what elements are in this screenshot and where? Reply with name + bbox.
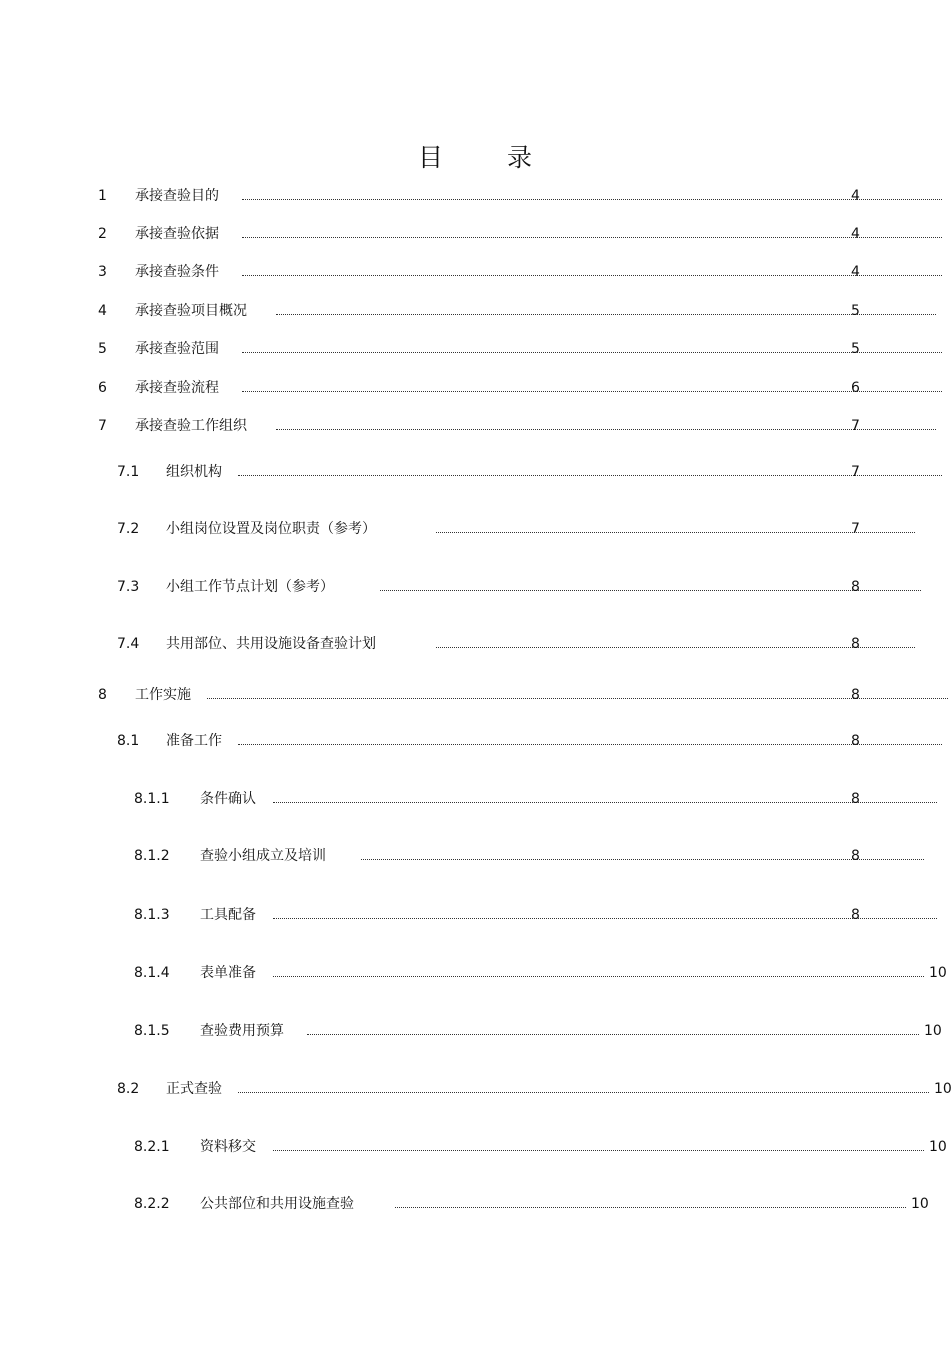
toc-leader-dots bbox=[207, 696, 948, 699]
toc-leader-dots bbox=[273, 1148, 924, 1151]
toc-entry-text: 公共部位和共用设施查验 bbox=[200, 1196, 354, 1212]
toc-entry-number: 7.3 bbox=[117, 579, 140, 595]
toc-entry-text: 共用部位、共用设施设备查验计划 bbox=[166, 636, 376, 652]
toc-leader-dots bbox=[242, 197, 942, 200]
toc-entry-number: 8.1.1 bbox=[134, 791, 170, 807]
toc-entry-text: 资料移交 bbox=[200, 1139, 256, 1155]
toc-entry-page: 6 bbox=[851, 380, 860, 396]
toc-entry-page: 8 bbox=[851, 791, 860, 807]
toc-entry[interactable] bbox=[0, 905, 950, 925]
toc-leader-dots bbox=[273, 974, 924, 977]
toc-entry-page: 7 bbox=[851, 521, 860, 537]
toc-entry-page: 8 bbox=[851, 579, 860, 595]
toc-entry-number: 8.2 bbox=[117, 1081, 140, 1097]
toc-entry-page: 5 bbox=[851, 303, 860, 319]
toc-entry-text: 小组工作节点计划（参考） bbox=[166, 579, 334, 595]
toc-entry-number: 8 bbox=[98, 687, 107, 703]
toc-entry-page: 5 bbox=[851, 341, 860, 357]
toc-entry-page: 10 bbox=[934, 1081, 952, 1097]
toc-entry-text: 准备工作 bbox=[166, 733, 222, 749]
toc-entry-page: 8 bbox=[851, 636, 860, 652]
toc-entry[interactable] bbox=[0, 577, 950, 597]
toc-entry[interactable] bbox=[0, 963, 950, 983]
toc-entry-page: 10 bbox=[929, 965, 947, 981]
toc-entry-text: 正式查验 bbox=[166, 1081, 222, 1097]
toc-entry-text: 条件确认 bbox=[200, 791, 256, 807]
toc-leader-dots bbox=[238, 1090, 929, 1093]
toc-entry-number: 6 bbox=[98, 380, 107, 396]
toc-entry-number: 8.1.4 bbox=[134, 965, 170, 981]
toc-entry-text: 承接查验流程 bbox=[135, 380, 219, 396]
toc-leader-dots bbox=[395, 1205, 906, 1208]
toc-entry[interactable] bbox=[0, 634, 950, 654]
toc-entry-number: 7.1 bbox=[117, 464, 140, 480]
toc-entry-text: 查验小组成立及培训 bbox=[200, 848, 326, 864]
toc-entry-number: 8.2.2 bbox=[134, 1196, 170, 1212]
toc-entry[interactable] bbox=[0, 519, 950, 539]
toc-entry[interactable] bbox=[0, 224, 950, 244]
toc-entry[interactable] bbox=[0, 339, 950, 359]
toc-entry[interactable] bbox=[0, 378, 950, 398]
toc-entry-page: 8 bbox=[851, 907, 860, 923]
toc-leader-dots bbox=[380, 588, 921, 591]
toc-entry[interactable] bbox=[0, 1021, 950, 1041]
toc-entry-number: 5 bbox=[98, 341, 107, 357]
toc-entry-number: 7.4 bbox=[117, 636, 140, 652]
toc-entry-number: 3 bbox=[98, 264, 107, 280]
toc-entry-text: 工作实施 bbox=[135, 687, 191, 703]
toc-entry[interactable] bbox=[0, 846, 950, 866]
toc-entry-page: 8 bbox=[851, 848, 860, 864]
toc-entry[interactable] bbox=[0, 462, 950, 482]
toc-entry-number: 1 bbox=[98, 188, 107, 204]
toc-entry-text: 承接查验工作组织 bbox=[135, 418, 247, 434]
toc-entry-page: 8 bbox=[851, 733, 860, 749]
toc-entry-text: 承接查验目的 bbox=[135, 188, 219, 204]
toc-entry[interactable] bbox=[0, 1079, 950, 1099]
toc-leader-dots bbox=[436, 530, 915, 533]
toc-entry-number: 7 bbox=[98, 418, 107, 434]
toc-entry-number: 4 bbox=[98, 303, 107, 319]
toc-entry-number: 8.1 bbox=[117, 733, 140, 749]
toc-entry[interactable] bbox=[0, 301, 950, 321]
toc-entry-page: 10 bbox=[924, 1023, 942, 1039]
toc-entry[interactable] bbox=[0, 1194, 950, 1214]
toc-entry-number: 8.1.2 bbox=[134, 848, 170, 864]
toc-entry-number: 2 bbox=[98, 226, 107, 242]
toc-entry-text: 组织机构 bbox=[166, 464, 222, 480]
toc-entry-page: 10 bbox=[911, 1196, 929, 1212]
toc-leader-dots bbox=[238, 742, 942, 745]
toc-leader-dots bbox=[242, 273, 942, 276]
toc-entry-number: 7.2 bbox=[117, 521, 140, 537]
toc-entry-text: 工具配备 bbox=[200, 907, 256, 923]
toc-entry[interactable] bbox=[0, 789, 950, 809]
toc-entry[interactable] bbox=[0, 262, 950, 282]
toc-entry[interactable] bbox=[0, 416, 950, 436]
toc-entry-page: 4 bbox=[851, 188, 860, 204]
toc-entry-number: 8.1.5 bbox=[134, 1023, 170, 1039]
toc-entry-page: 4 bbox=[851, 226, 860, 242]
toc-entry[interactable] bbox=[0, 731, 950, 751]
toc-entry[interactable] bbox=[0, 685, 950, 705]
toc-entry[interactable] bbox=[0, 1137, 950, 1157]
toc-leader-dots bbox=[242, 350, 942, 353]
toc-entry-page: 10 bbox=[929, 1139, 947, 1155]
toc-leader-dots bbox=[307, 1032, 919, 1035]
toc-entry-text: 表单准备 bbox=[200, 965, 256, 981]
toc-leader-dots bbox=[273, 800, 937, 803]
toc-entry-text: 查验费用预算 bbox=[200, 1023, 284, 1039]
toc-leader-dots bbox=[242, 389, 942, 392]
toc-entry-number: 8.1.3 bbox=[134, 907, 170, 923]
toc-entry-text: 承接查验依据 bbox=[135, 226, 219, 242]
toc-entry-page: 7 bbox=[851, 464, 860, 480]
toc-entry[interactable] bbox=[0, 186, 950, 206]
toc-entry-text: 小组岗位设置及岗位职责（参考） bbox=[166, 521, 376, 537]
toc-entry-text: 承接查验范围 bbox=[135, 341, 219, 357]
toc-leader-dots bbox=[242, 235, 942, 238]
toc-entry-text: 承接查验条件 bbox=[135, 264, 219, 280]
toc-entry-page: 4 bbox=[851, 264, 860, 280]
toc-entry-page: 8 bbox=[851, 687, 860, 703]
toc-leader-dots bbox=[238, 473, 942, 476]
toc-leader-dots bbox=[276, 312, 936, 315]
toc-entry-number: 8.2.1 bbox=[134, 1139, 170, 1155]
toc-leader-dots bbox=[436, 645, 915, 648]
toc-title: 目 录 bbox=[418, 143, 560, 172]
toc-leader-dots bbox=[361, 857, 924, 860]
toc-entry-page: 7 bbox=[851, 418, 860, 434]
toc-entry-text: 承接查验项目概况 bbox=[135, 303, 247, 319]
toc-leader-dots bbox=[273, 916, 937, 919]
toc-leader-dots bbox=[276, 427, 936, 430]
